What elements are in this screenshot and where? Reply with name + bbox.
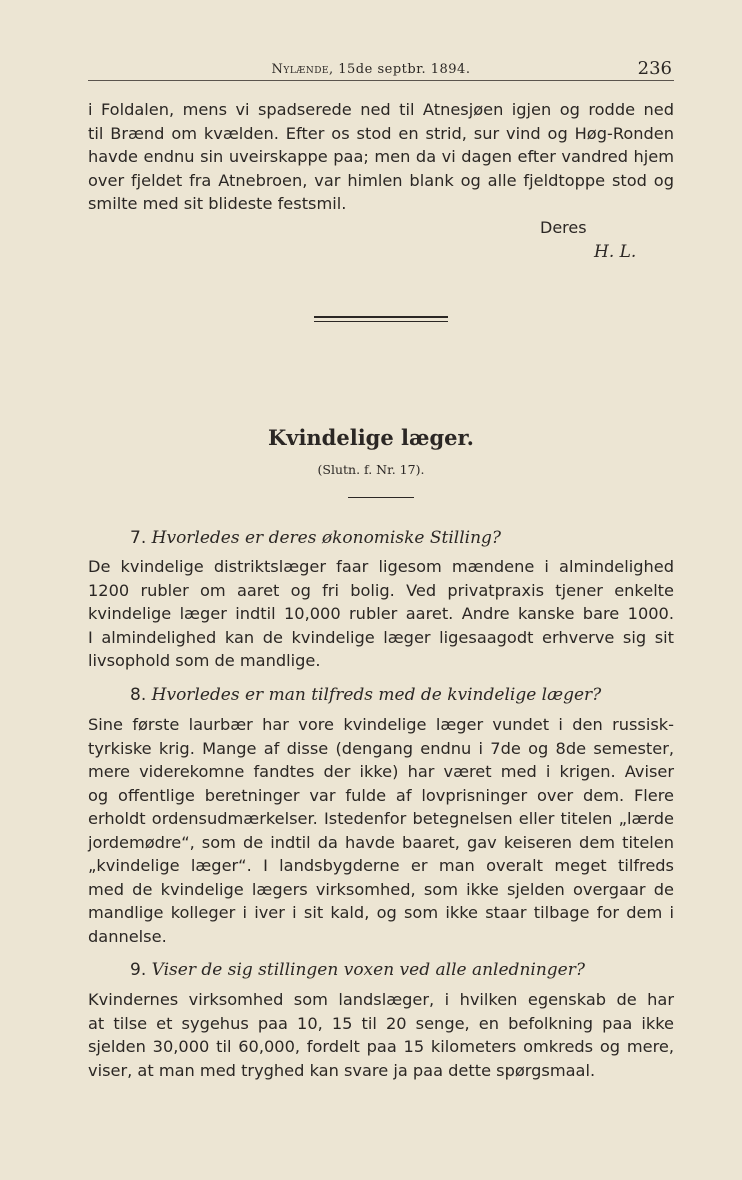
text-line: i Foldalen, mens vi spadserede ned til Atnesjøen igjen og rodde ned [88, 100, 674, 119]
section-paragraph [88, 555, 674, 673]
section-question: Hvorledes er deres økonomiske Stilling? [151, 528, 502, 548]
page-number: 236 [637, 58, 672, 79]
text-line: I almindelighed kan de kvindelige læger ligesaagodt erhverve sig sit [88, 627, 674, 647]
text-line: jordemødre“, som de indtil da havde baaret, gav keiseren dem titelen [88, 832, 674, 852]
text-line: „kvindelige læger“. I landsbygderne er man overalt meget tilfreds [88, 856, 674, 875]
text-line: kvindelige læger indtil 10,000 rubler aaret. Andre kanske bare 1000. [88, 604, 674, 623]
issue-date: 15de septbr. 1894. [338, 62, 471, 77]
section-paragraph [88, 988, 674, 1082]
text-line: over fjeldet fra Atnebroen, var himlen blank og alle fjeldtoppe stod og [88, 170, 674, 190]
text-line: tyrkiske krig. Mange af disse (dengang endnu i 7de og 8de semester, [88, 738, 674, 758]
section-number: 7. [130, 528, 147, 548]
text-line: livsophold som de mandlige. [88, 651, 321, 670]
section-number: 9. [130, 960, 147, 980]
header-rule [88, 80, 674, 81]
text-line: 1200 rubler om aaret og fri bolig. Ved privatpraxis tjener enkelte [88, 580, 674, 600]
text-line: til Brænd om kvælden. Efter os stod en strid, sur vind og Høg-Ronden [88, 123, 674, 143]
letter-paragraph [88, 98, 674, 216]
running-head [0, 62, 742, 77]
section-number: 8. [130, 685, 147, 705]
section-question: Viser de sig stillingen voxen ved alle anledninger? [151, 960, 585, 980]
text-line: Kvindernes virksomhed som landslæger, i hvilken egenskab de har [88, 990, 674, 1009]
letter-closing: Deres [540, 218, 587, 237]
text-line: viser, at man med tryghed kan svare ja paa dette spørgsmaal. [88, 1060, 596, 1080]
section-paragraph [88, 713, 674, 948]
text-line: dannelse. [88, 926, 167, 946]
article-title: Kvindelige læger. [267, 425, 474, 450]
section-heading [130, 685, 601, 705]
text-line: mere viderekomne fandtes der ikke) har været med i krigen. Aviser [88, 762, 674, 781]
section-question: Hvorledes er man tilfreds med de kvindelige læger? [151, 685, 602, 705]
title-rule [348, 497, 414, 498]
text-line: at tilse et sygehus paa 10, 15 til 20 senge, en befolkning paa ikke [88, 1013, 674, 1033]
text-line: og offentlige beretninger var fulde af lovprisninger over dem. Flere [88, 785, 674, 805]
section-heading [130, 528, 501, 548]
text-line: sjelden 30,000 til 60,000, fordelt paa 15 kilometers omkreds og mere, [88, 1037, 674, 1056]
section-divider-top [314, 316, 448, 318]
text-line: erholdt ordensudmærkelser. Istedenfor betegnelsen eller titelen „lærde [88, 809, 674, 828]
section-heading [130, 960, 585, 980]
text-line: med de kvindelige lægers virksomhed, som ikke sjelden overgaar de [88, 879, 674, 899]
text-line: De kvindelige distriktslæger faar ligesom mændene i almindelighed [88, 557, 674, 576]
text-line: Sine første laurbær har vore kvindelige læger vundet i den russisk- [88, 715, 674, 734]
section-divider-bottom [314, 321, 448, 322]
text-line: smilte med sit blideste festsmil. [88, 194, 347, 213]
text-line: havde endnu sin uveirskappe paa; men da vi dagen efter vandred hjem [88, 147, 674, 166]
publication-name: Nylænde, [271, 62, 334, 77]
text-line: mandlige kolleger i iver i sit kald, og som ikke staar tilbage for dem i [88, 903, 674, 922]
article-subtitle: (Slutn. f. Nr. 17). [317, 462, 425, 477]
letter-signature: H. L. [594, 242, 637, 262]
